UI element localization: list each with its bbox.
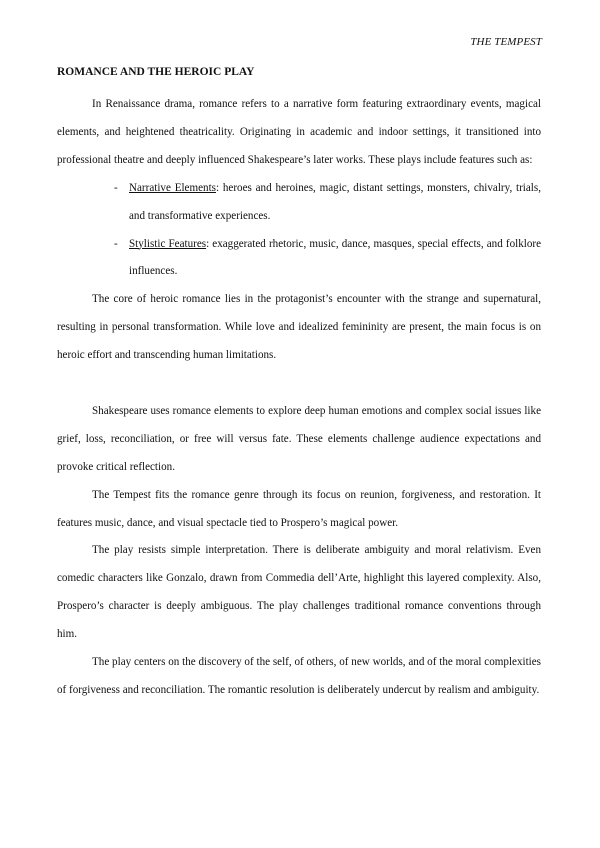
feature-description: : heroes and heroines, magic, distant settings, monsters, chivalry, trials, and transformative experiences. (129, 181, 541, 222)
list-dash: - (114, 181, 118, 194)
feature-term: Stylistic Features (129, 237, 207, 250)
paragraph-tempest-fit: The Tempest fits the romance genre through its focus on reunion, forgiveness, and restoration. It features music, dance, and visual spectacle tied to Prospero’s magical power. (57, 488, 541, 529)
feature-description: : exaggerated rhetoric, music, dance, masques, special effects, and folklore influences. (129, 237, 541, 278)
section-title: ROMANCE AND THE HEROIC PLAY (57, 66, 255, 78)
paragraph-core: The core of heroic romance lies in the protagonist’s encounter with the strange and supernatural, resulting in personal transformation. While love and idealized femininity are present, the main focus is on heroic effort and transcending human limitations. (57, 293, 541, 362)
paragraph-shakespeare: Shakespeare uses romance elements to explore deep human emotions and complex social issues like grief, loss, reconciliation, or free will versus fate. These elements challenge audience expectations and provoke critical reflection. (57, 404, 541, 473)
list-dash: - (114, 237, 118, 250)
paragraph-discovery: The play centers on the discovery of the self, of others, of new worlds, and of the moral complexities of forgiveness and reconciliation. The romantic resolution is deliberately undercut by realism and ambiguity. (57, 656, 541, 697)
feature-term: Narrative Elements (129, 181, 216, 194)
running-header: THE TEMPEST (470, 36, 542, 48)
feature-item-narrative (114, 175, 541, 231)
feature-list (57, 175, 541, 287)
paragraph-intro: In Renaissance drama, romance refers to a narrative form featuring extraordinary events, magical elements, and heightened theatricality. Originating in academic and indoor settings, it transitioned into professional theatre and deeply influenced Shakespeare’s later works. These plays include features such as: (57, 98, 541, 166)
feature-item-stylistic (114, 231, 541, 287)
paragraph-interpretation: The play resists simple interpretation. There is deliberate ambiguity and moral relativism. Even comedic characters like Gonzalo, drawn from Commedia dell’Arte, highlight this layered complexity. Also, Prospero’s character is deeply ambiguous. The play challenges traditional romance conventions through him. (57, 544, 541, 641)
body-text (57, 91, 541, 705)
